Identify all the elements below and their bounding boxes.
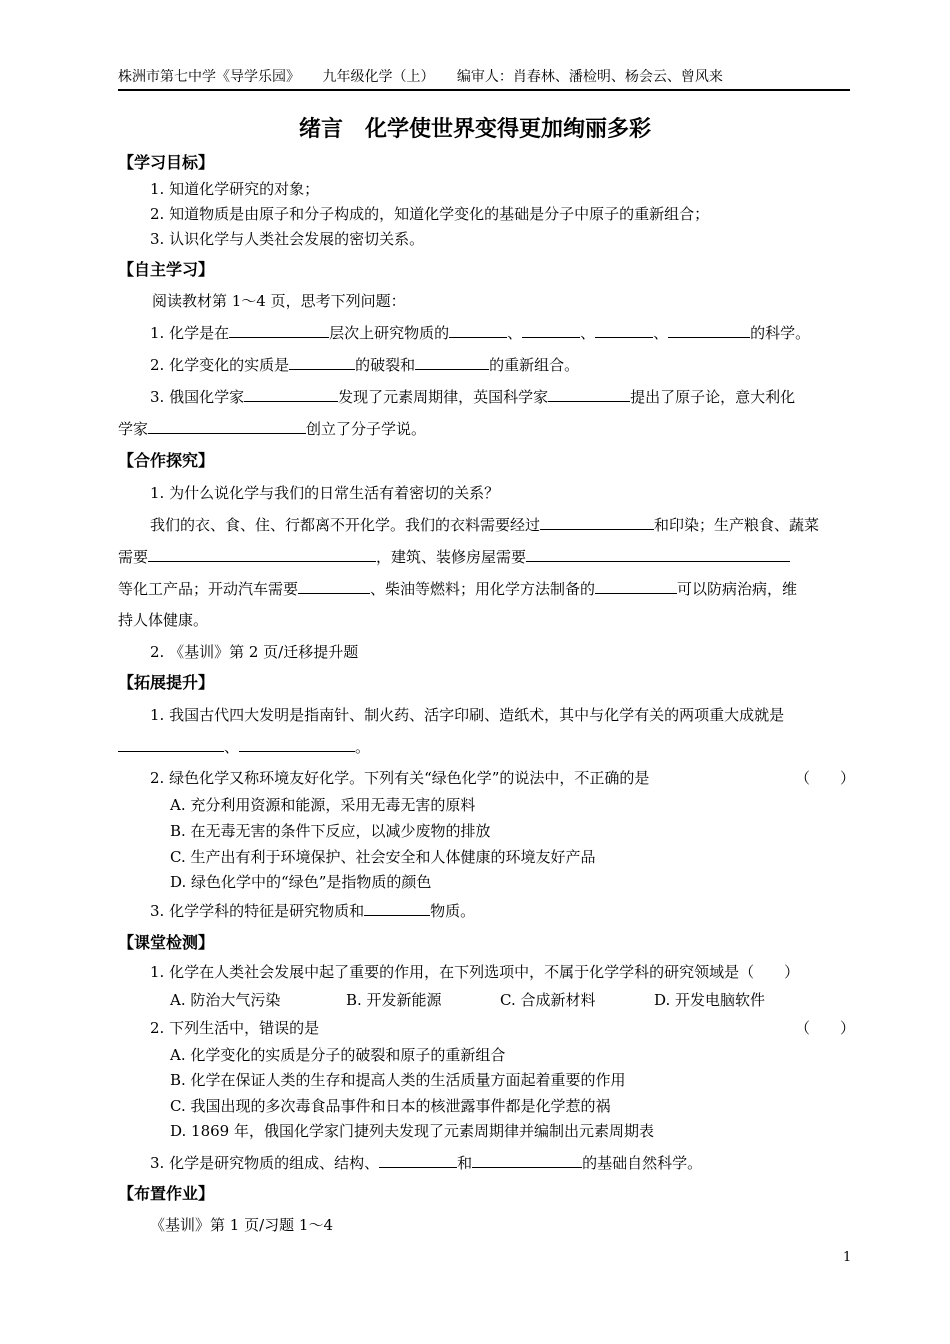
page-number: 1 [843, 1250, 852, 1265]
blank-field[interactable] [379, 1153, 457, 1168]
section-homework: 【布置作业】 [118, 1184, 215, 1203]
cooperation-q2: 2. 《基训》第 2 页/迁移提升题 [150, 643, 359, 661]
blank-field[interactable] [522, 323, 580, 338]
option-item: C. 我国出现的多次毒食品事件和日本的核泄露事件都是化学惹的祸 [170, 1097, 611, 1115]
option-item: A. 化学变化的实质是分子的破裂和原子的重新组合 [170, 1046, 506, 1064]
blank-field[interactable] [148, 419, 306, 434]
extension-q1: 1. 我国古代四大发明是指南针、制火药、活字印刷、造纸术，其中与化学有关的两项重大成就是 [150, 706, 785, 724]
self-study-q2: 2. 化学变化的实质是 的破裂和 的重新组合。 [150, 356, 580, 374]
option-item: C. 生产出有利于环境保护、社会安全和人体健康的环境友好产品 [170, 848, 596, 866]
blank-field[interactable] [364, 901, 430, 916]
blank-field[interactable] [668, 323, 750, 338]
test-q3: 3. 化学是研究物质的组成、结构、 和 的基础自然科学。 [150, 1154, 703, 1172]
blank-field[interactable] [449, 323, 507, 338]
cooperation-p3: 等化工产品；开动汽车需要 、柴油等燃料；用化学方法制备的 可以防病治病，维 [118, 580, 798, 598]
blank-field[interactable] [595, 323, 653, 338]
section-extension: 【拓展提升】 [118, 673, 215, 692]
page-header [118, 66, 850, 91]
section-objectives: 【学习目标】 [118, 153, 215, 172]
objective-item: 1. 知道化学研究的对象； [150, 180, 320, 198]
blank-field[interactable] [118, 737, 224, 752]
header-course: 九年级化学（上） [322, 69, 435, 85]
extension-q2: 2. 绿色化学又称环境友好化学。下列有关“绿色化学”的说法中，不正确的是 [150, 769, 650, 787]
homework-text: 《基训》第 1 页/习题 1～4 [150, 1216, 333, 1234]
blank-field[interactable] [540, 515, 654, 530]
self-study-q3: 3. 俄国化学家 发现了元素周期律，英国科学家 提出了原子论，意大利化 [150, 388, 796, 406]
section-classroom-test: 【课堂检测】 [118, 933, 215, 952]
self-study-q3-cont: 学家 创立了分子学说。 [118, 420, 427, 438]
blank-field[interactable] [289, 355, 355, 370]
blank-field[interactable] [239, 737, 355, 752]
blank-field[interactable] [548, 387, 630, 402]
option-item: D. 绿色化学中的“绿色”是指物质的颜色 [170, 873, 432, 891]
blank-field[interactable] [148, 547, 376, 562]
blank-field[interactable] [472, 1153, 582, 1168]
header-school: 株洲市第七中学《导学乐园》 [118, 69, 300, 85]
answer-paren[interactable]: （ ） [795, 1019, 856, 1037]
cooperation-p4: 持人体健康。 [118, 611, 209, 629]
blank-field[interactable] [415, 355, 489, 370]
extension-q1-blanks: 、 。 [118, 736, 370, 757]
test-q2: 2. 下列生活中，错误的是 [150, 1019, 320, 1037]
objective-item: 2. 知道物质是由原子和分子构成的，知道化学变化的基础是分子中原子的重新组合； [150, 205, 710, 223]
blank-field[interactable] [526, 547, 790, 562]
option-item: B. 化学在保证人类的生存和提高人类的生活质量方面起着重要的作用 [170, 1071, 626, 1089]
test-q1: 1. 化学在人类社会发展中起了重要的作用，在下列选项中，不属于化学学科的研究领域是（ ） [150, 963, 800, 981]
option-item: B. 在无毒无害的条件下反应，以减少废物的排放 [170, 822, 491, 840]
option-item: D. 1869 年，俄国化学家门捷列夫发现了元素周期律并编制出元素周期表 [170, 1122, 654, 1140]
self-study-q1: 1. 化学是在 层次上研究物质的 、 、 、 的科学。 [150, 324, 811, 342]
section-cooperation: 【合作探究】 [118, 451, 215, 470]
blank-field[interactable] [229, 323, 329, 338]
blank-field[interactable] [298, 579, 370, 594]
cooperation-p1: 我们的衣、食、住、行都离不开化学。我们的衣料需要经过 和印染；生产粮食、蔬菜 [150, 516, 820, 534]
cooperation-q1: 1. 为什么说化学与我们的日常生活有着密切的关系？ [150, 484, 500, 502]
option-item: C. 合成新材料 [500, 991, 596, 1009]
extension-q3: 3. 化学学科的特征是研究物质和 物质。 [150, 902, 476, 920]
page-title: 绪言 化学使世界变得更加绚丽多彩 [298, 117, 651, 142]
option-item: D. 开发电脑软件 [654, 991, 766, 1009]
objective-item: 3. 认识化学与人类社会发展的密切关系。 [150, 230, 425, 248]
cooperation-p2: 需要 ，建筑、装修房屋需要 [118, 546, 790, 567]
section-self-study: 【自主学习】 [118, 260, 215, 279]
option-item: A. 充分利用资源和能源，采用无毒无害的原料 [170, 796, 476, 814]
blank-field[interactable] [244, 387, 338, 402]
header-editors: 编审人：肖春林、潘检明、杨会云、曾风来 [456, 69, 723, 85]
self-study-intro: 阅读教材第 1～4 页，思考下列问题： [152, 292, 406, 310]
blank-field[interactable] [595, 579, 677, 594]
answer-paren[interactable]: （ ） [795, 769, 856, 787]
option-item: B. 开发新能源 [346, 991, 442, 1009]
option-item: A. 防治大气污染 [170, 991, 281, 1009]
